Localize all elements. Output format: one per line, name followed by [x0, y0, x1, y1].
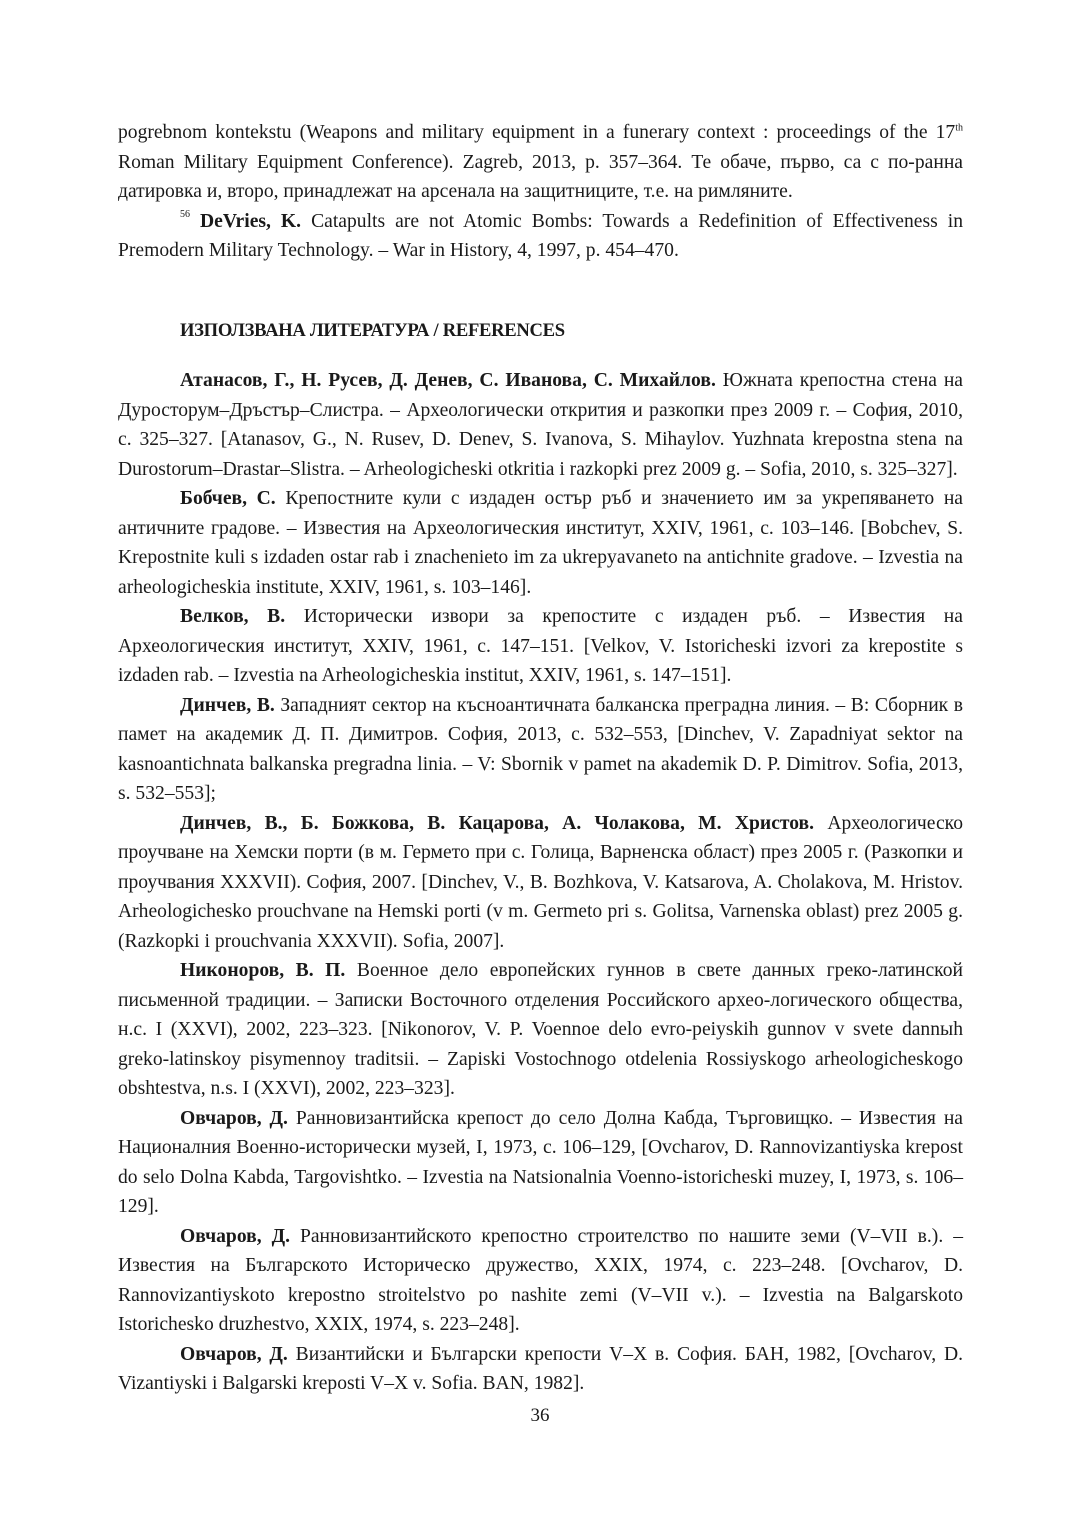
reference-entry — [118, 956, 963, 1104]
reference-entry — [118, 602, 963, 691]
footnote-text: Catapults are not Atomic Bombs: Towards a Redefinition of Effectiveness in Premodern Military Technology. – War in History, 4, 1997, p. 454–470. — [118, 210, 963, 261]
reference-text: Южната крепостна стена на Дуросторум–Дръстър–Слистра. – Археологически открития и разкопки през 2009 г. – София, 2010, с. 325–327. [Atanasov, G., N. Rusev, D. Denev, S. Ivanova, S. Mihaylov. Yuzhnata krepostna stena na Durostorum–Drastar–Slistra. – Arheologicheski otkritia i razkopki prez 2009 g. – Sofia, 2010, s. 325–327]. — [118, 370, 964, 480]
reference-author: Динчев, В. — [180, 694, 275, 716]
reference-entry — [118, 1104, 963, 1222]
reference-entry — [118, 366, 963, 484]
reference-author: Атанасов, Г., Н. Русев, Д. Денев, С. Иванова, С. Михайлов. — [180, 370, 716, 391]
superscript: th — [955, 122, 963, 134]
footnote-author: DeVries, K. — [200, 210, 302, 232]
footnote-text: pogrebnom kontekstu (Weapons and military equipment in a funerary context : proceedings of the 17 — [118, 122, 956, 143]
reference-text: Крепостните кули с издаден остър ръб и значението им за укрепяването на античните градове. – Известия на Археологическия институт, XXIV, 1961, с. 103–146. [Bobchev, S. Krepostnite kuli s izdaden ostar rab i znachenieto im za ukrepyavaneto na antichnite gradove. – Izvestia na arheologicheskia institute, XXIV, 1961, s. 103–146]. — [118, 488, 964, 598]
reference-text: Ранновизантийското крепостно строителство по нашите земи (V–VII в.). – Известия на Българското Историческо дружество, XXIX, 1974, с. 223–248. [Ovcharov, D. Rannovizantiyskoto krepostno stroitelstvo po nashite zemi (V–VII v.). – Izvestia na Balgarskoto Istorichesko druzhestvo, XXIX, 1974, s. 223–248]. — [118, 1225, 963, 1335]
reference-entry — [118, 691, 963, 809]
reference-text: Западният сектор на късноантичната балканска преградна линия. – В: Сборник в памет на академик Д. П. Димитров. София, 2013, с. 532–553, [Dinchev, V. Zapadniyat sektor na kasnoantichnata balkanska pregradna linia. – V: Sbornik v pamet na akademik D. P. Dimitrov. Sofia, 2013, s. 532–553]; — [118, 694, 963, 804]
reference-text: Ранновизантийска крепост до село Долна Кабда, Търговищко. – Известия на Националния Военно-исторически музей, I, 1973, с. 106–129, [Ovcharov, D. Rannovizantiyska krepost do selo Dolna Kabda, Targovishtko. – Izvestia na Natsionalnia Voenno-istoricheski muzey, I, 1973, s. 106–129]. — [118, 1107, 964, 1217]
reference-entry — [118, 484, 963, 602]
footnote-56 — [118, 207, 963, 266]
reference-author: Динчев, В., Б. Божкова, В. Кацарова, А. Чолакова, М. Христов. — [180, 812, 815, 834]
reference-author: Овчаров, Д. — [180, 1343, 288, 1365]
reference-author: Никоноров, В. П. — [180, 960, 346, 981]
footnote-number: 56 — [180, 208, 190, 220]
footnote-text: Roman Military Equipment Conference). Zagreb, 2013, p. 357–364. Те обаче, първо, са с по-ранна датировка и, второ, принадлежат на арсенала на защитниците, т.е. на римляните. — [118, 151, 963, 202]
reference-entry — [118, 1222, 963, 1340]
footnote-continuation — [118, 118, 963, 207]
reference-text: Византийски и Български крепости V–X в. София. БАН, 1982, [Ovcharov, D. Vizantiyski i Balgarski kreposti V–X v. Sofia. BAN, 1982]. — [118, 1343, 963, 1394]
reference-text: Военное дело европейских гуннов в свете данных греко-латинской письменной традиции. – Записки Восточного отделения Российского архео-логического общества, н.с. I (XXVI), 2002, 223–323. [Nikonorov, V. P. Voennoe delo evro-peiyskih gunnov v svete dannыh greko-latinskoy pisymennoy traditsii. – Zapiski Vostochnogo otdelenia Rossiyskogo arheologicheskogo obshtestva, n.s. I (XXVI), 2002, 223–323]. — [118, 960, 963, 1099]
reference-text: Исторически извори за крепостите с издаден ръб. – Известия на Археологическия институт, XXIV, 1961, с. 147–151. [Velkov, V. Istoricheski izvori za krepostite s izdaden rab. – Izvestia na Arheologicheskia institut, XXIV, 1961, s. 147–151]. — [118, 606, 963, 686]
reference-author: Бобчев, С. — [180, 488, 276, 509]
document-page — [118, 118, 963, 1518]
reference-text: Археологическо проучване на Хемски порти (в м. Гермето при с. Голица, Варненска област) през 2005 г. (Разкопки и проучвания XXXVII). София, 2007. [Dinchev, V., B. Bozhkova, V. Katsarova, A. Cholakova, M. Hristov. Arheologichesko prouchvane na Hemski porti (v m. Germeto pri s. Golitsa, Varnenska oblast) prez 2005 g. (Razkopki i prouchvania XXXVII). Sofia, 2007]. — [118, 812, 963, 952]
reference-author: Овчаров, Д. — [180, 1225, 290, 1247]
references-heading: ИЗПОЛЗВАНА ЛИТЕРАТУРА / REFERENCES — [180, 319, 565, 341]
reference-author: Велков, В. — [180, 606, 286, 627]
reference-entry — [118, 809, 963, 957]
reference-entry — [118, 1340, 963, 1399]
reference-author: Овчаров, Д. — [180, 1107, 288, 1129]
page-number: 36 — [530, 1405, 550, 1426]
references-list — [118, 366, 963, 1399]
